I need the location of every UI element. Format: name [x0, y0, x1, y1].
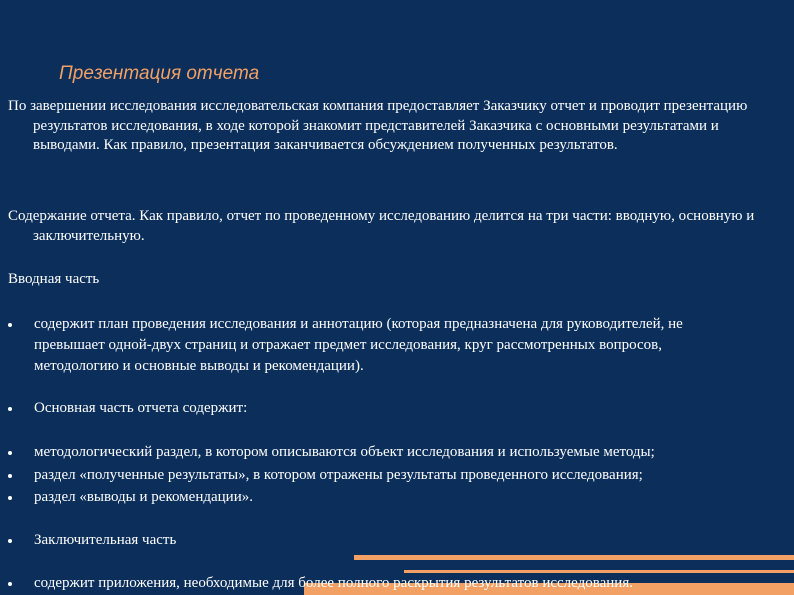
bullet-icon — [8, 539, 12, 543]
intro-paragraph: По завершении исследования исследовательская компания предоставляет Заказчику отчет и проводит презентацию результатов исследования, в ходе которой знакомит представителей Заказчика с основными результатами и выводами. Как правило, презентация заканчивается обсуждением полученных результатов. — [8, 98, 748, 154]
bullet-icon — [8, 582, 12, 586]
report-content-paragraph: Содержание отчета. Как правило, отчет по проведенному исследованию делится на три части: вводную, основную и заключительную. — [8, 208, 755, 244]
bullet-text: Основная часть отчета содержит: — [34, 400, 248, 416]
introductory-part-heading: Вводная часть — [8, 271, 100, 287]
slide-title: Презентация отчета — [59, 63, 260, 84]
bullet-icon — [8, 496, 12, 500]
decorative-stripe — [354, 555, 794, 560]
bullet-text: методологический раздел, в котором описываются объект исследования и используемые методы; — [34, 444, 655, 460]
bullet-text: раздел «полученные результаты», в котором отражены результаты проведенного исследования; — [34, 467, 643, 483]
bullet-icon — [8, 323, 12, 327]
bullet-icon — [8, 451, 12, 455]
bullet-text: раздел «выводы и рекомендации». — [34, 489, 253, 505]
bullet-text: Заключительная часть — [34, 532, 177, 548]
bullet-text: содержит приложения, необходимые для более полного раскрытия результатов исследования. — [34, 575, 633, 591]
bullet-text: содержит план проведения исследования и аннотацию (которая предназначена для руководителей, не превышает одной-двух страниц и отражает предмет исследования, круг рассмотренных вопросов, методологию и основные выводы и рекомендации). — [34, 316, 683, 374]
bullet-icon — [8, 474, 12, 478]
bullet-icon — [8, 407, 12, 411]
